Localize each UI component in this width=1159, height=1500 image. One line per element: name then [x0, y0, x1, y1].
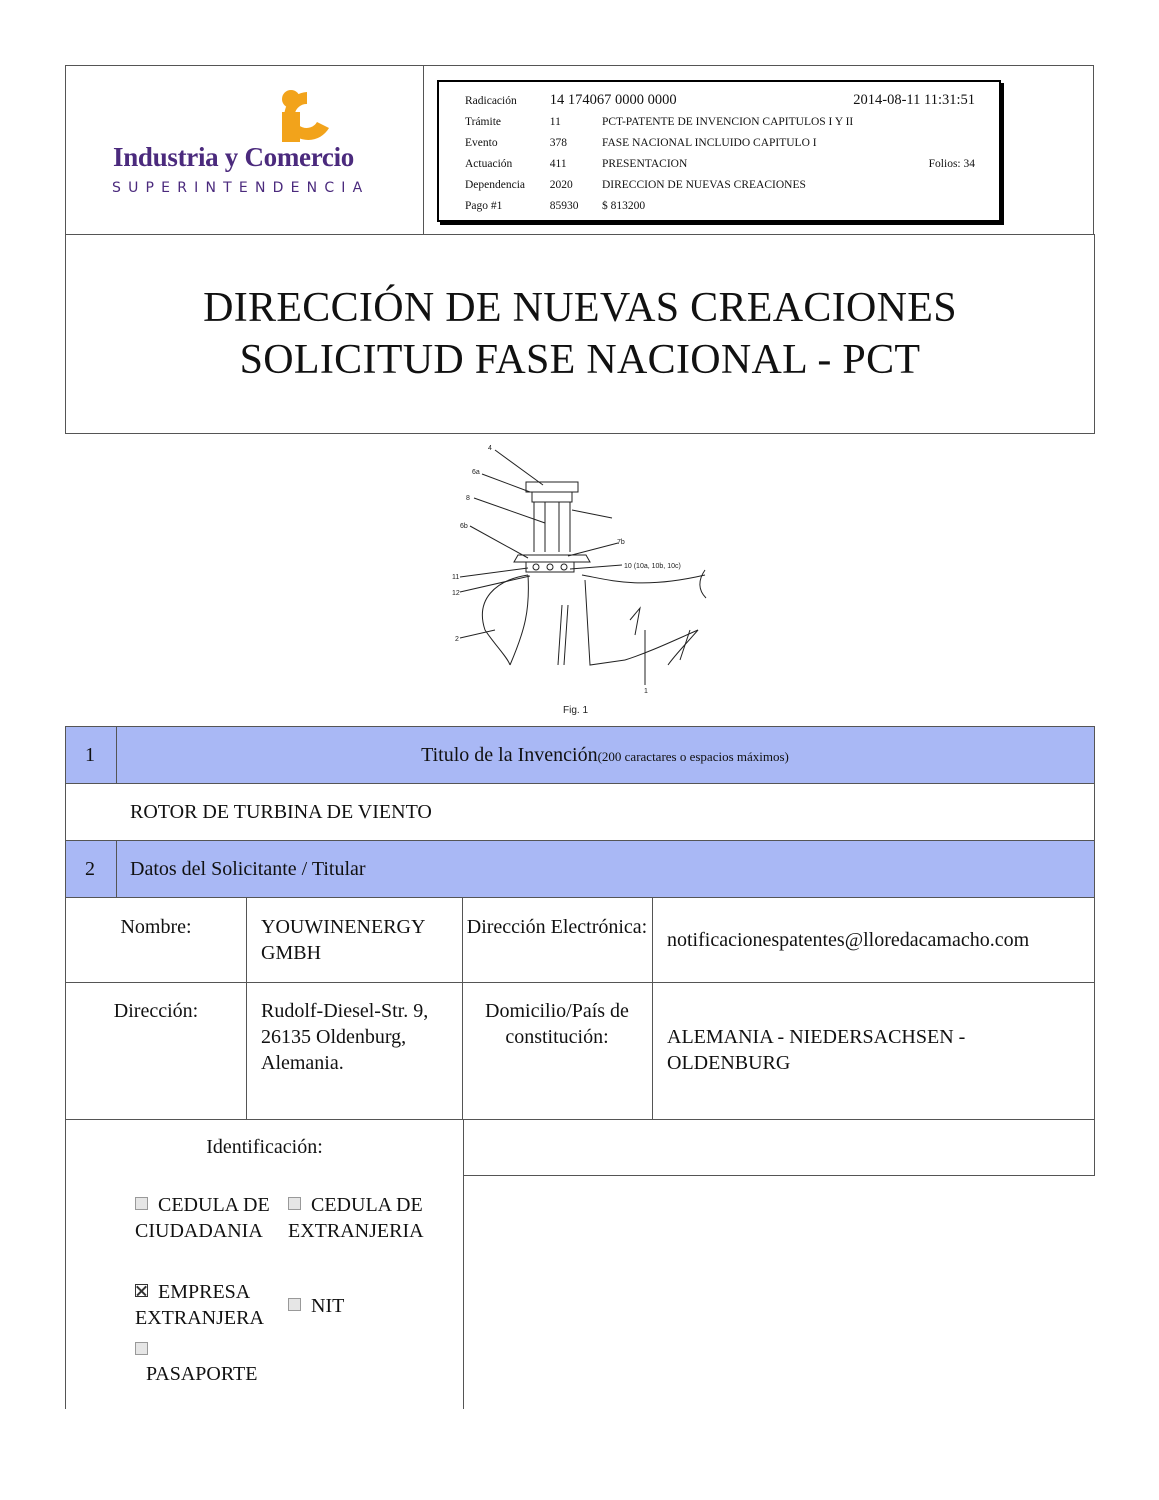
stamp-extra: [853, 111, 975, 132]
stamp-extra: [853, 174, 975, 195]
section-1-header: [65, 726, 1095, 784]
option-label: CEDULA DE EXTRANJERIA: [288, 1194, 424, 1242]
document-title-line-1: DIRECCIÓN DE NUEVAS CREACIONES: [203, 285, 957, 331]
stamp-extra: [853, 195, 975, 216]
stamp-folios: Folios: 34: [928, 157, 975, 170]
figure-label: 2: [455, 636, 459, 643]
option-pasaporte[interactable]: PASAPORTE: [146, 1363, 258, 1385]
stamp-desc: DIRECCION DE NUEVAS CREACIONES: [601, 178, 806, 191]
checkbox-icon[interactable]: [288, 1298, 301, 1311]
document-title-line-2: SOLICITUD FASE NACIONAL - PCT: [239, 337, 921, 383]
filing-stamp: [437, 80, 1001, 222]
section-2-number: 2: [85, 858, 95, 880]
option-nit[interactable]: [288, 1293, 448, 1319]
invention-title-value: ROTOR DE TURBINA DE VIENTO: [130, 801, 432, 823]
option-label: NIT: [311, 1295, 345, 1317]
section-1-number: 1: [85, 744, 95, 766]
section-1-value-row: [65, 783, 1095, 841]
email-label: Dirección Electrónica:: [466, 916, 648, 938]
option-label: CEDULA DE CIUDADANIA: [135, 1194, 270, 1242]
document-title-block: [65, 234, 1095, 434]
figure-label: 10 (10a, 10b, 10c): [624, 563, 681, 570]
stamp-datetime: 2014-08-11 11:31:51: [853, 92, 975, 108]
section-2-header: [65, 840, 1095, 898]
nombre-label: Nombre:: [120, 916, 192, 938]
logo-subtitle: SUPERINTENDENCIA: [112, 180, 370, 196]
section-1-title: Titulo de la Invención: [421, 744, 598, 766]
domicilio-value: ALEMANIA - NIEDERSACHSEN - OLDENBURG: [667, 1026, 966, 1074]
direccion-label: Dirección:: [113, 1000, 199, 1022]
stamp-row-pago: [465, 195, 975, 216]
option-cedula-ciudadania[interactable]: [135, 1192, 285, 1244]
direccion-value: Rudolf-Diesel-Str. 9, 26135 Oldenburg, Alemania.: [261, 1000, 429, 1074]
identificacion-label: Identificación:: [206, 1136, 323, 1158]
checkbox-icon[interactable]: [135, 1342, 148, 1355]
stamp-label: Evento: [465, 136, 498, 149]
option-cedula-extranjeria[interactable]: [288, 1192, 448, 1244]
figure-label: 6b: [460, 523, 468, 530]
sic-logo-icon: [271, 88, 331, 144]
stamp-label: Actuación: [465, 157, 513, 170]
section-2-title: Datos del Solicitante / Titular: [130, 858, 366, 880]
domicilio-label: Domicilio/País de constitución:: [485, 1000, 629, 1048]
email-value: notificacionespatentes@lloredacamacho.com: [667, 929, 1030, 951]
option-empresa-extranjera[interactable]: [135, 1279, 285, 1331]
stamp-label: Radicación: [465, 94, 517, 107]
stamp-label: Trámite: [465, 115, 501, 128]
figure-label: 8: [466, 495, 470, 502]
checkbox-icon[interactable]: [135, 1197, 148, 1210]
stamp-code: 14 174067 0000 0000: [549, 92, 677, 108]
stamp-amount: $ 813200: [601, 199, 646, 212]
stamp-table: [465, 90, 975, 216]
figure-label: 11: [452, 574, 460, 581]
stamp-code: 11: [549, 115, 561, 128]
logo-name: Industria y Comercio: [113, 142, 354, 172]
stamp-row-evento: [465, 132, 975, 153]
stamp-row-radicacion: [465, 90, 975, 111]
figure-label: 12: [452, 590, 460, 597]
stamp-code: 411: [549, 157, 567, 170]
stamp-extra: [853, 132, 975, 153]
stamp-code: 378: [549, 136, 567, 149]
stamp-label: Pago #1: [465, 199, 503, 212]
figure-caption: Fig. 1: [563, 705, 589, 716]
stamp-desc: FASE NACIONAL INCLUIDO CAPITULO I: [601, 136, 817, 149]
stamp-code: 85930: [549, 199, 579, 212]
stamp-desc: PRESENTACION: [601, 157, 688, 170]
stamp-desc: PCT-PATENTE DE INVENCION CAPITULOS I Y II: [601, 115, 854, 128]
section-1-title-note: (200 caractares o espacios máximos): [597, 749, 789, 764]
stamp-label: Dependencia: [465, 178, 526, 191]
checked-checkbox-icon[interactable]: [135, 1284, 148, 1297]
figure-label: 4: [488, 445, 492, 452]
identificacion-cell: [65, 1119, 464, 1409]
stamp-row-tramite: [465, 111, 975, 132]
identificacion-number-cell: [463, 1119, 1095, 1176]
figure-label: 6a: [472, 469, 480, 476]
applicant-address-row: [65, 982, 1095, 1120]
stamp-row-dependencia: [465, 174, 975, 195]
header-logo-cell: [65, 65, 424, 235]
checkbox-icon[interactable]: [288, 1197, 301, 1210]
stamp-row-actuacion: [465, 153, 975, 174]
nombre-value: YOUWINENERGY GMBH: [261, 916, 425, 964]
stamp-code: 2020: [549, 178, 573, 191]
patent-drawing-figure: [440, 440, 730, 730]
applicant-name-row: [65, 897, 1095, 983]
figure-label: 1: [644, 688, 648, 695]
option-label: EMPRESA EXTRANJERA: [135, 1281, 264, 1329]
figure-label: 7b: [617, 539, 625, 546]
